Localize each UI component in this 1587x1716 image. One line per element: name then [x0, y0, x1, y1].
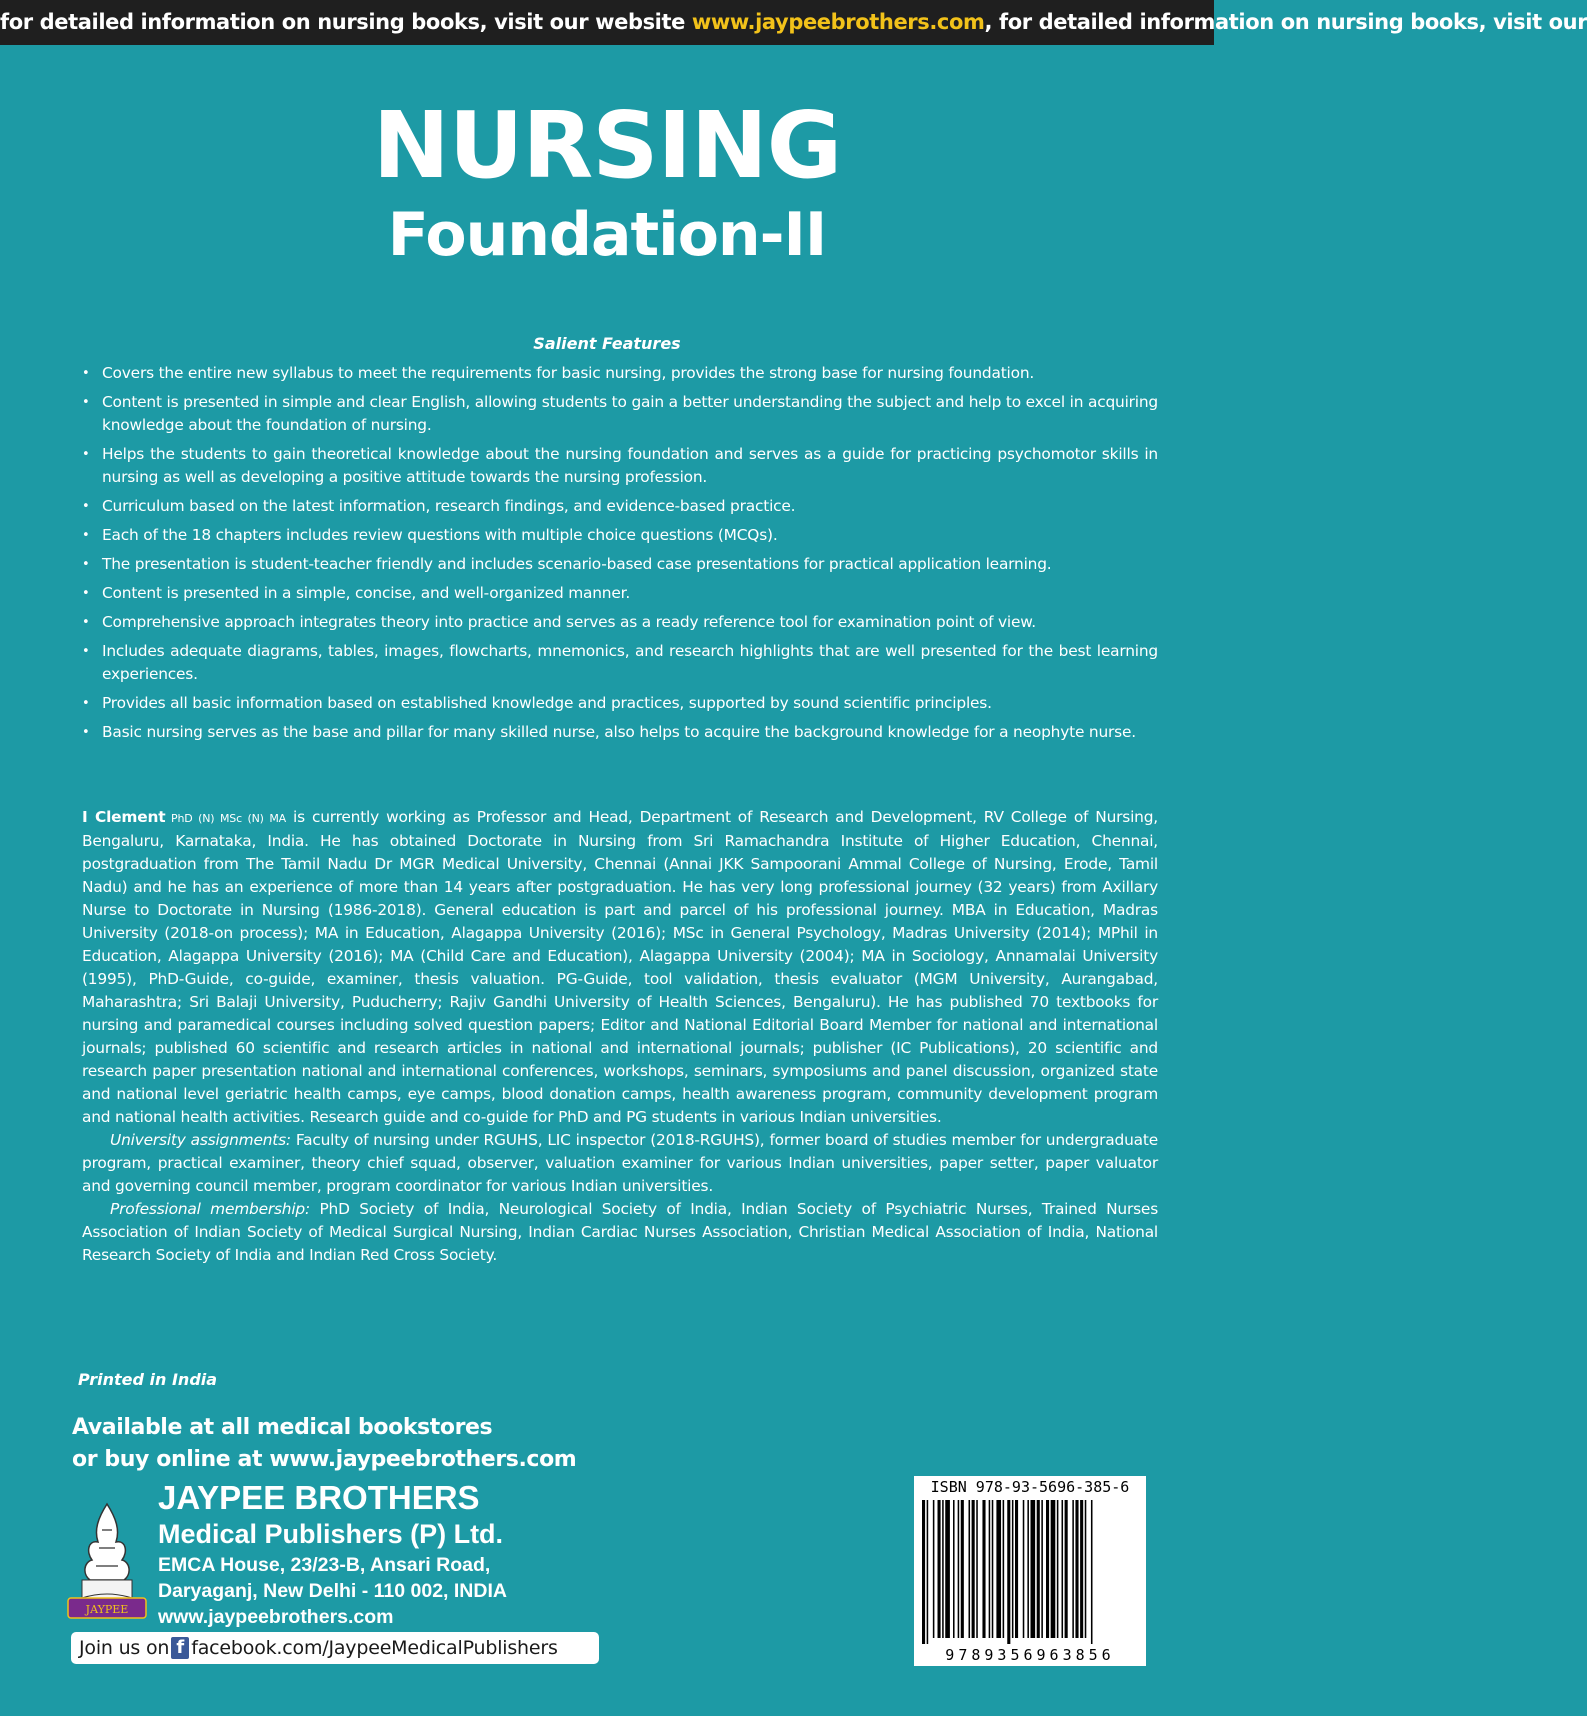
jaypee-logo-icon [68, 1500, 146, 1618]
facebook-join-bar[interactable] [71, 1632, 599, 1664]
author-bio-paragraph [82, 806, 1158, 1129]
barcode-bar [1012, 1500, 1014, 1638]
availability-line-2: or buy online at www.jaypeebrothers.com [72, 1447, 577, 1472]
logo-text: JAYPEE [85, 1603, 129, 1616]
isbn-barcode-box [914, 1476, 1146, 1666]
feature-item: • Provides all basic information based on established knowledge and practices, supported by sound scientific principles. [82, 692, 1158, 715]
banner-prefix: for detailed information on nursing books, visit our website [0, 10, 692, 34]
availability-note [72, 1412, 576, 1476]
barcode-bar [1080, 1500, 1083, 1638]
barcode-bar [922, 1500, 925, 1644]
barcode-bar [1065, 1500, 1068, 1638]
book-title: NURSING [372, 92, 842, 199]
feature-item: • Each of the 18 chapters includes review questions with multiple choice questions (MCQs). [82, 524, 1158, 547]
barcode-bar [969, 1500, 971, 1638]
publisher-name: JAYPEE BROTHERS [158, 1479, 480, 1516]
feature-item: • Includes adequate diagrams, tables, images, flowcharts, mnemonics, and research highlights that are well presented for the best learning experiences. [82, 640, 1158, 686]
barcode-bar [933, 1500, 935, 1638]
barcode-bar [1072, 1500, 1074, 1638]
author-name: I Clement [82, 808, 166, 826]
join-prefix: Join us on [79, 1637, 170, 1659]
author-qualifications: PhD (N) MSc (N) MA [165, 812, 286, 825]
barcode-bar [1051, 1500, 1056, 1638]
barcode-bar [958, 1500, 960, 1638]
book-subtitle: Foundation-II [387, 200, 827, 270]
barcode-bar [1075, 1500, 1078, 1638]
barcode-bar [1085, 1500, 1087, 1638]
barcode-bar [1003, 1500, 1005, 1638]
barcode-bar [992, 1500, 994, 1638]
barcode-bar [982, 1500, 985, 1638]
barcode-bar [1037, 1500, 1040, 1638]
facebook-icon: f [171, 1637, 189, 1659]
barcode-bar [1015, 1500, 1018, 1638]
barcode-bar [989, 1500, 991, 1638]
author-bio-text: is currently working as Professor and Head, Department of Research and Development, RV College of Nursing, Bengaluru, Karnataka, India. He has obtained Doctorate in Nursing from Sri Ramachandra Institute of Higher Education, Chennai, postgraduation from The Tamil Nadu Dr MGR Medical University, Chennai (Annai JKK Sampoorani Ammal College of Nursing, Erode, Tamil Nadu) and he has an experience of more than 14 years after postgraduation. He has very long professional journey (32 years) from Axillary Nurse to Doctorate in Nursing (1986-2018). General education is part and parcel of his professional journey. MBA in Education, Madras University (2018-on process); MA in Education, Alagappa University (2016); MSc in General Psychology, Madras University (2014); MPhil in Education, Alagappa University (2016); MA (Child Care and Education), Alagappa University (2004); MA in Sociology, Annamalai University (1995), PhD-Guide, co-guide, examiner, thesis valuation. PG-Guide, tool validation, thesis evaluator (MGM University, Aurangabad, Maharashtra; Sri Balaji University, Puducherry; Rajiv Gandhi University of Health Sciences, Bengaluru). He has published 70 textbooks for nursing and paramedical courses including solved question papers; Editor and National Editorial Board Member for national and international journals; published 60 scientific and research articles in national and international journals; publisher (IC Publications), 20 scientific and research paper presentation national and international conferences, workshops, seminars, symposiums and panel discussion, organized state and national level geriatric health camps, eye camps, blood donation camps, health awareness program, community development program and national health activities. Research guide and co-guide for PhD and PG students in various Indian universities. [82, 808, 1158, 1126]
publisher-block [158, 1480, 507, 1630]
author-bio [82, 806, 1158, 1267]
barcode-bar [942, 1500, 944, 1638]
banner-url[interactable]: www.jaypeebrothers.com [691, 10, 985, 34]
barcode-bar [938, 1500, 941, 1638]
membership-text: PhD Society of India, Neurological Society of India, Indian Society of Psychiatric Nurses, Trained Nurses Association of Indian Society of Medical Surgical Nursing, Indian Cardiac Nurses Association, Christian Medical Association of India, National Research Society of India and Indian Red Cross Society. [82, 1200, 1159, 1264]
publisher-website[interactable]: www.jaypeebrothers.com [158, 1606, 394, 1628]
barcode-bar [976, 1500, 978, 1638]
barcode-bar [1007, 1500, 1010, 1644]
barcode-bar [972, 1500, 975, 1638]
ean-number: 9789356963856 [945, 1646, 1115, 1664]
feature-item: • The presentation is student-teacher friendly and includes scenario-based case presentations for practical application learning. [82, 553, 1158, 576]
barcode-bar [996, 1500, 1001, 1638]
publisher-subname: Medical Publishers (P) Ltd. [158, 1519, 504, 1549]
banner-suffix: , for detailed information on nursing books, visit our [984, 10, 1587, 34]
barcode-bar [1031, 1500, 1036, 1638]
assignments-text: Faculty of nursing under RGUHS, LIC inspector (2018-RGUHS), former board of studies member for undergraduate program, practical examiner, theory chief squad, observer, valuation examiner for various Indian universities, paper setter, paper valuator and governing council member, program coordinator for various Indian universities. [82, 1131, 1158, 1195]
isbn-label: ISBN 978-93-5696-385-6 [930, 1478, 1130, 1496]
top-banner [0, 0, 1587, 45]
barcode-bar [1046, 1500, 1049, 1638]
publisher-address-1: EMCA House, 23/23-B, Ansari Road, [158, 1554, 491, 1576]
barcode-bar [945, 1500, 950, 1638]
availability-line-1: Available at all medical bookstores [72, 1415, 493, 1440]
printed-in-india: Printed in India [78, 1370, 218, 1389]
feature-item: • Helps the students to gain theoretical knowledge about the nursing foundation and serves as a guide for practicing psychomotor skills in nursing as well as developing a positive attitude towards the nursing profession. [82, 443, 1158, 489]
barcode-bar [1057, 1500, 1059, 1638]
barcode-bar [1023, 1500, 1025, 1638]
barcode-bar [927, 1500, 929, 1644]
barcode-bar [1027, 1500, 1029, 1638]
jaypee-logo [68, 1500, 146, 1618]
feature-item: • Curriculum based on the latest information, research findings, and evidence-based practice. [82, 495, 1158, 518]
feature-item: • Covers the entire new syllabus to meet the requirements for basic nursing, provides the strong base for nursing foundation. [82, 362, 1158, 385]
publisher-address-2: Daryaganj, New Delhi - 110 002, INDIA [158, 1580, 507, 1602]
assignments-label: University assignments: [110, 1131, 291, 1149]
barcode-bar [961, 1500, 964, 1638]
barcode-bar [1062, 1500, 1064, 1638]
barcode-bar [1041, 1500, 1043, 1638]
author-membership [82, 1198, 1158, 1267]
barcode-icon [922, 1500, 1138, 1644]
feature-item: • Basic nursing serves as the base and pillar for many skilled nurse, also helps to acquire the background knowledge for a neophyte nurse. [82, 721, 1158, 744]
feature-item: • Content is presented in a simple, concise, and well-organized manner. [82, 582, 1158, 605]
membership-label: Professional membership: [110, 1200, 310, 1218]
barcode-bar [1091, 1500, 1093, 1644]
feature-item: • Comprehensive approach integrates theory into practice and serves as a ready reference tool for examination point of view. [82, 611, 1158, 634]
author-assignments [82, 1129, 1158, 1198]
features-heading: Salient Features [533, 334, 681, 353]
features-list [82, 362, 1158, 750]
barcode-bar [953, 1500, 955, 1638]
feature-item: • Content is presented in simple and clear English, allowing students to gain a better understanding the subject and help to excel in acquiring knowledge about the foundation of nursing. [82, 391, 1158, 437]
facebook-handle[interactable]: facebook.com/JaypeeMedicalPublishers [191, 1637, 558, 1659]
